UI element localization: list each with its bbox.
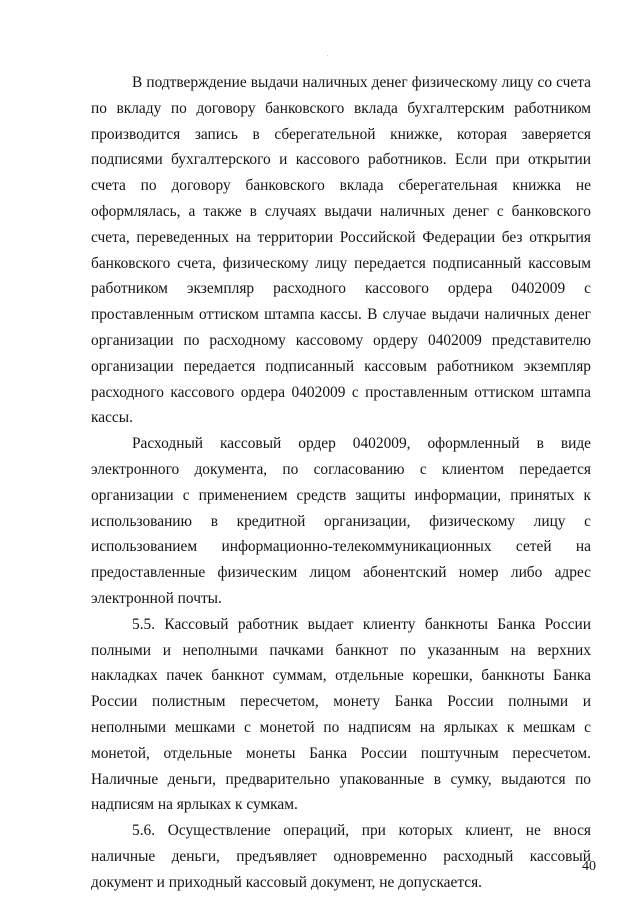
body-text [91,70,591,896]
page-number: 40 [582,859,596,874]
scan-speck [327,55,328,56]
paragraph-5-6: 5.6. Осуществление операций, при которых клиент, не внося наличные деньги, предъявляет одновременно расходный кассовый документ и приходный кассовый документ, не допускается. [91,822,591,891]
paragraph-electronic-order: Расходный кассовый ордер 0402009, оформленный в виде электронного документа, по согласованию с клиентом передается организации с применением средств защиты информации, принятых к использованию в кредитной организации, физическому лицу с использованием информационно-телекоммуникационных сетей на предоставленные физическим лицом абонентский номер либо адрес электронной почты. [91,435,591,607]
paragraph-5-5: 5.5. Кассовый работник выдает клиенту банкноты Банка России полными и неполными пачками банкнот по указанным на верхних накладках пачек банкнот суммам, отдельные корешки, банкноты Банка России полистным пересчетом, монету Банка России полными и неполными мешками с монетой по надписям на ярлыках к мешкам с монетой, отдельные монеты Банка России поштучным пересчетом. Наличные деньги, предварительно упакованные в сумку, выдаются по надписям на ярлыках к сумкам. [91,615,591,814]
paragraph-cash-withdrawal-confirmation: В подтверждение выдачи наличных денег физическому лицу со счета по вкладу по договору банковского вклада бухгалтерским работником производится запись в сберегательной книжке, которая заверяется подписями бухгалтерского и кассового работников. Если при открытии счета по договору банковского вклада сберегательная книжка не оформлялась, а также в случаях выдачи наличных денег с банковского счета, переведенных на территории Российской Федерации без открытия банковского счета, физическому лицу передается подписанный кассовым работником экземпляр расходного кассового ордера 0402009 с проставленным оттиском штампа кассы. В случае выдачи наличных денег организации по расходному кассовому ордеру 0402009 представителю организации передается подписанный кассовым работником экземпляр расходного кассового ордера 0402009 с проставленным оттиском штампа кассы. [91,74,591,427]
